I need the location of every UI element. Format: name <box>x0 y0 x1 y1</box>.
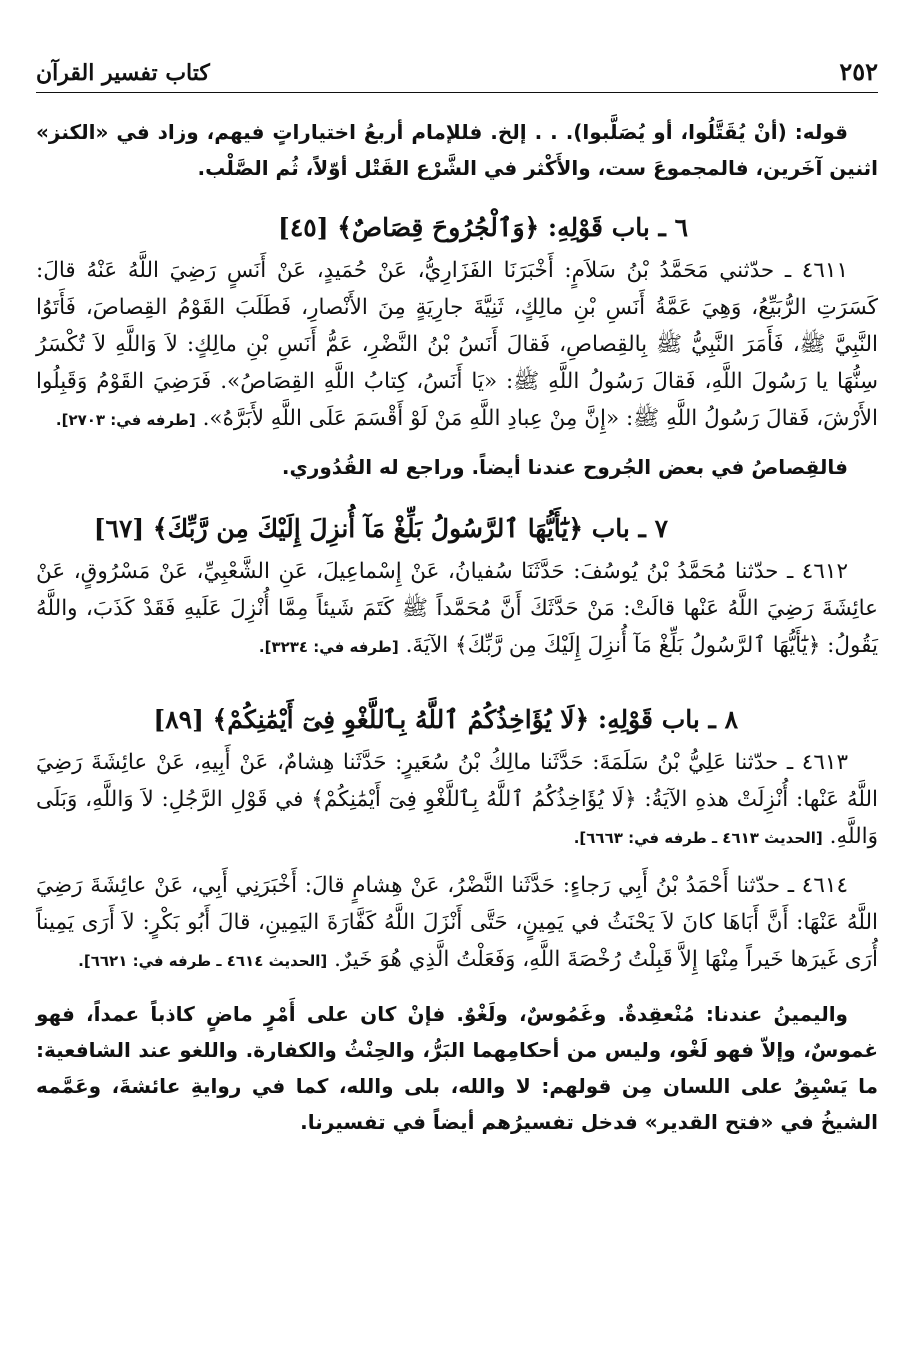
intro-commentary: قوله: (أنْ يُقَتَّلُوا، أو يُصَلَّبوا). . . إلخ. فللإمام أربعُ اختياراتٍ فيهم، وزاد في «الكنز» اثنين آخَرين، فالمجموعَ ست، والأَكْثر في الشَّرْع القَتْل أوّلاً، ثُم الصَّلْب. <box>36 120 878 180</box>
hadith-4611-note: [طرفه في: ٢٧٠٣]. <box>55 411 196 429</box>
chapter-heading-6: ٦ ـ باب قَوْلِهِ: ﴿وَٱلْجُرُوحَ قِصَاصٌ﴾ [٤٥] <box>278 213 688 242</box>
hadith-4613-text: ٤٦١٣ ـ حدّثنا عَلِيُّ بْنُ سَلَمَةَ: حَدَّثَنا مالِكُ بْنُ سُعَيرٍ: حَدَّثَنا هِشامٌ، عَنْ أَبِيهِ، عَنْ عائِشَةَ رَضِيَ اللَّهُ عَنْها: أُنْزِلَتْ هذهِ الآيَةُ: ﴿لَا يُؤَاخِذُكُمُ ٱللَّهُ بِٱللَّغْوِ فِىٓ أَيْمَٰنِكُمْ﴾ في قَوْلِ الرَّجُلِ: لاَ وَاللَّهِ، وَبَلَى وَاللَّهِ. <box>36 750 878 849</box>
book-title: كتاب تفسير القرآن <box>36 60 210 86</box>
page-header <box>36 52 878 93</box>
hadith-4613 <box>36 744 878 857</box>
chapter-heading-8: ٨ ـ باب قَوْلِهِ: ﴿لَا يُؤَاخِذُكُمُ ٱللَّهُ بِٱللَّغْوِ فِىٓ أَيْمَٰنِكُمْ﴾ [٨٩] <box>153 705 738 734</box>
hadith-4613-note: [الحديث ٤٦١٣ ـ طرفه في: ٦٦٦٣]. <box>573 829 823 847</box>
hadith-4614-note: [الحديث ٤٦١٤ ـ طرفه في: ٦٦٢١]. <box>78 952 328 970</box>
hadith-4611-text: ٤٦١١ ـ حدّثني مَحَمَّدُ بْنُ سَلاَمٍ: أَخْبَرَنَا الفَزَارِيُّ، عَنْ حُمَيدٍ، عَنْ أَنَسٍ رَضِيَ اللَّهُ عَنْهُ قالَ: كَسَرَتِ الرُّبَيِّعُ، وَهِيَ عَمَّةُ أَنَسِ بْنِ مالِكٍ، ثَنِيَّةَ جارِيَةٍ مِنَ الأَنْصارِ، فَطَلَبَ القَوْمُ القِصاصَ، فَأَتَوُا النَّبِيَّ ﷺ، فَأَمَرَ النَّبِيُّ ﷺ بِالقِصاصِ، فَقالَ أَنَسُ بْنُ النَّضْرِ، عَمُّ أَنَسِ بْنِ مالِكٍ: لاَ وَاللَّهِ لاَ تُكْسَرُ سِنُّهَا يا رَسُولَ اللَّهِ، فَقالَ رَسُولُ اللَّهِ ﷺ: «يَا أَنَسُ، كِتابُ اللَّهِ القِصَاصُ». فَرَضِيَ القَوْمُ وَقَبِلُوا الأَرْشَ، فَقالَ رَسُولُ اللَّهِ ﷺ: «إِنَّ مِنْ عِبادِ اللَّهِ مَنْ لَوْ أَقْسَمَ عَلَى اللَّهِ لأَبَرَّهُ». <box>36 258 878 431</box>
commentary-8: واليمينُ عندنا: مُنْعقِدةٌ. وغَمُوسٌ، ولَغْوٌ. فإنْ كان على أَمْرٍ ماضٍ كاذباً عمداً، فهو غموسٌ، وإلاّ فهو لَغْو، وليس من أحكامِهما البَرُّ، والحِنْثُ والكفارة. واللغو عند الشافعية: ما يَسْبِقُ على اللسان مِن قولهم: لا والله، بلى والله، كما في روايةِ عائشةَ، وعَمَّمه الشيخُ في «فتح القدير» فدخل تفسيرُهم أيضاً في تفسيرنا. <box>36 1002 878 1134</box>
hadith-4612-note: [طرفه في: ٣٢٣٤]. <box>258 638 399 656</box>
commentary-6: فالقِصاصُ في بعض الجُروح عندنا أيضاً. وراجع له القُدُوري. <box>281 455 848 479</box>
page-number: ٢٥٢ <box>839 57 878 86</box>
hadith-4612-text: ٤٦١٢ ـ حدّثنا مُحَمَّدُ بْنُ يُوسُفَ: حَدَّثَنَا سُفيانُ، عَنْ إِسْماعِيلَ، عَنِ الشَّعْبِيِّ، عَنْ مَسْرُوقٍ، عَنْ عائِشَةَ رَضِيَ اللَّهُ عَنْها قالَتْ: مَنْ حَدَّثَكَ أَنَّ مُحَمَّداً ﷺ كَتَمَ شَيئاً مِمَّا أُنْزِلَ عَلَيهِ فَقَدْ كَذَبَ، واللَّهُ يَقُولُ: ﴿يَٰٓأَيُّهَا ٱلرَّسُولُ بَلِّغْ مَآ أُنزِلَ إِلَيْكَ مِن رَّبِّكَ﴾ الآيَةَ. <box>36 559 878 658</box>
chapter-heading-7: ٧ ـ باب ﴿يَٰٓأَيُّهَا ٱلرَّسُولُ بَلِّغْ مَآ أُنزِلَ إِلَيْكَ مِن رَّبِّكَ﴾ [٦٧] <box>93 514 668 543</box>
hadith-4614 <box>36 867 878 980</box>
hadith-4614-text: ٤٦١٤ ـ حدّثنا أَحْمَدُ بْنُ أَبِي رَجاءٍ: حَدَّثَنا النَّضْرُ، عَنْ هِشامٍ قالَ: أَخْبَرَنِي أَبِي، عَنْ عائِشَةَ رَضِيَ اللَّهُ عَنْهَا: أَنَّ أَبَاهَا كانَ لاَ يَحْنَثُ في يَمِينٍ، حَتَّى أَنْزَلَ اللَّهُ كَفَّارَةَ اليَمِينِ، قالَ أَبُو بَكْرٍ: لاَ أَرَى يَمِيناً أُرَى غَيرَها خَيراً مِنْهَا إِلاَّ قَبِلْتُ رُخْصَةَ اللَّهِ، وَفَعَلْتُ الَّذِي هُوَ خَيرٌ. <box>36 873 878 972</box>
hadith-4611 <box>36 252 878 439</box>
page-content <box>36 114 878 1140</box>
hadith-4612 <box>36 553 878 666</box>
